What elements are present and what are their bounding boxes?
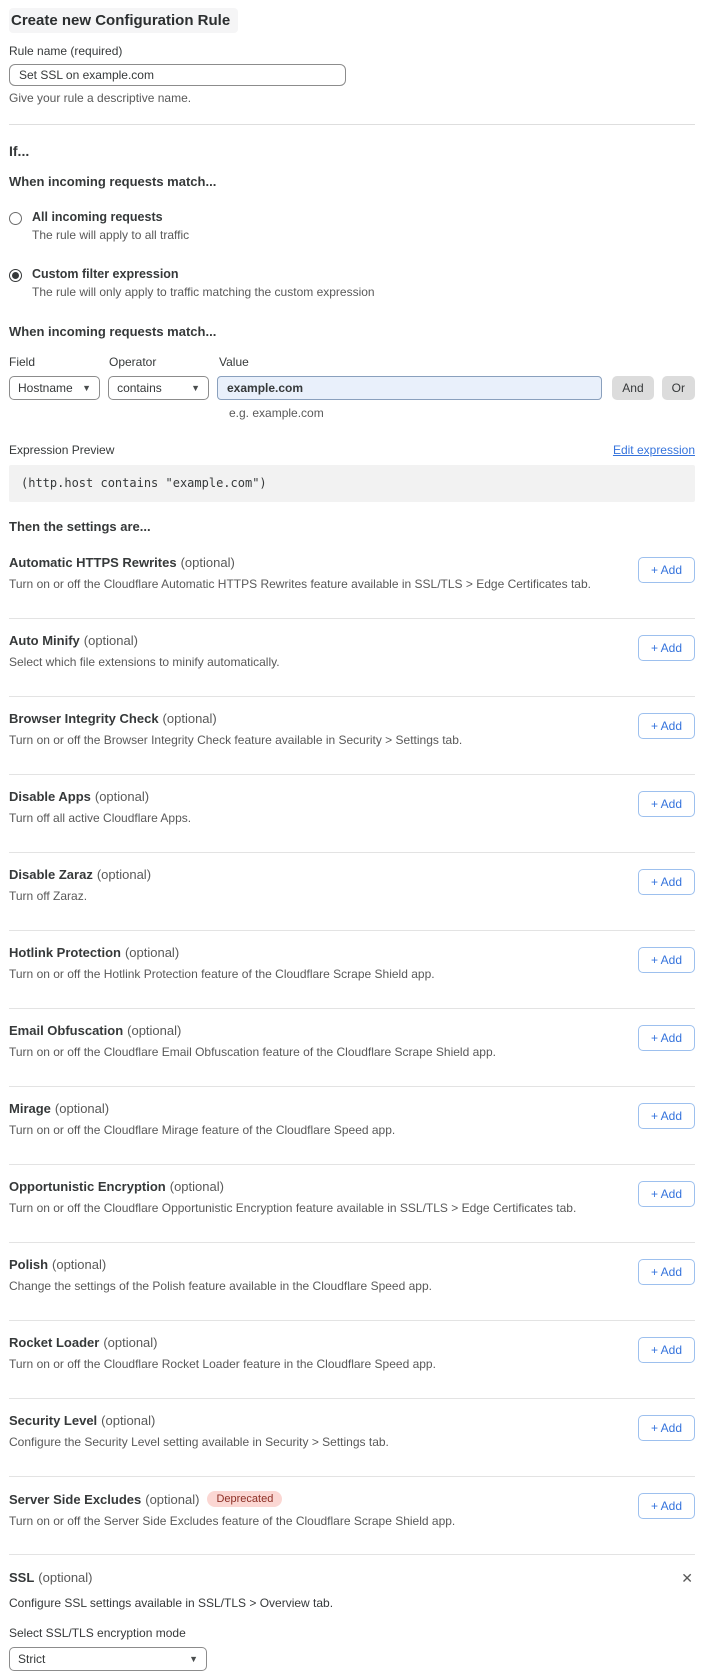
setting-title: Auto Minify (9, 633, 80, 648)
optional-label: (optional) (103, 1335, 158, 1350)
add-button[interactable]: + Add (638, 869, 695, 895)
radio-selected-icon[interactable] (9, 269, 22, 282)
or-button[interactable]: Or (662, 376, 695, 400)
optional-label: (optional) (145, 1491, 200, 1507)
add-button[interactable]: + Add (638, 635, 695, 661)
and-button[interactable]: And (612, 376, 653, 400)
setting-row-automatic-https-rewrites (9, 541, 695, 619)
setting-title: Browser Integrity Check (9, 711, 159, 726)
setting-desc: Select which file extensions to minify automatically. (9, 655, 280, 669)
setting-title: Opportunistic Encryption (9, 1179, 166, 1194)
setting-title: Hotlink Protection (9, 945, 121, 960)
add-button[interactable]: + Add (638, 1415, 695, 1441)
add-button[interactable]: + Add (638, 1025, 695, 1051)
setting-row-disable-apps (9, 775, 695, 853)
add-button[interactable]: + Add (638, 1337, 695, 1363)
add-button[interactable]: + Add (638, 557, 695, 583)
setting-row-hotlink-protection (9, 931, 695, 1009)
divider (9, 124, 695, 125)
setting-title: Server Side Excludes (9, 1491, 142, 1507)
deprecated-badge: Deprecated (207, 1491, 282, 1507)
radio-all-incoming-requests[interactable] (9, 210, 695, 242)
setting-row-auto-minify (9, 619, 695, 697)
optional-label: (optional) (83, 633, 138, 648)
chevron-down-icon: ▼ (82, 383, 92, 393)
radio-desc: The rule will apply to all traffic (32, 228, 190, 242)
setting-desc: Turn on or off the Cloudflare Email Obfuscation feature of the Cloudflare Scrape Shield app. (9, 1045, 496, 1059)
setting-row-server-side-excludes (9, 1477, 695, 1555)
match-heading: When incoming requests match... (9, 174, 217, 189)
expression-preview-code: (http.host contains "example.com") (9, 465, 695, 502)
rule-name-label: Rule name (required) (9, 44, 123, 58)
operator-select[interactable] (108, 376, 209, 400)
setting-title: Disable Zaraz (9, 867, 93, 882)
optional-label: (optional) (180, 555, 235, 570)
setting-row-mirage (9, 1087, 695, 1165)
add-button[interactable]: + Add (638, 713, 695, 739)
settings-list (9, 541, 695, 1555)
setting-desc: Turn on or off the Browser Integrity Check feature available in Security > Settings tab. (9, 733, 463, 747)
setting-row-security-level (9, 1399, 695, 1477)
value-input[interactable] (217, 376, 602, 400)
field-select-value: Hostname (18, 381, 73, 395)
then-heading: Then the settings are... (9, 519, 151, 534)
optional-label: (optional) (96, 867, 152, 882)
optional-label: (optional) (162, 711, 217, 726)
rule-name-helper: Give your rule a descriptive name. (9, 91, 192, 105)
radio-unselected-icon[interactable] (9, 212, 22, 225)
chevron-down-icon: ▼ (191, 383, 200, 393)
if-heading: If... (9, 143, 30, 159)
expression-preview-label: Expression Preview (9, 443, 115, 457)
ssl-setting-card (9, 1570, 695, 1671)
value-helper: e.g. example.com (229, 406, 324, 420)
field-select[interactable] (9, 376, 100, 400)
setting-title: Automatic HTTPS Rewrites (9, 555, 177, 570)
setting-desc: Turn on or off the Hotlink Protection feature of the Cloudflare Scrape Shield app. (9, 967, 435, 981)
optional-label: (optional) (127, 1023, 182, 1038)
add-button[interactable]: + Add (638, 947, 695, 973)
add-button[interactable]: + Add (638, 1493, 695, 1519)
add-button[interactable]: + Add (638, 1181, 695, 1207)
ssl-mode-label: Select SSL/TLS encryption mode (9, 1626, 186, 1640)
setting-title: Mirage (9, 1101, 51, 1116)
optional-label: (optional) (124, 945, 180, 960)
close-icon[interactable]: ✕ (681, 1570, 693, 1586)
optional-label: (optional) (52, 1257, 107, 1272)
operator-label: Operator (109, 355, 157, 369)
ssl-title: SSL (9, 1570, 35, 1585)
setting-title: Security Level (9, 1413, 98, 1428)
setting-title: Email Obfuscation (9, 1023, 124, 1038)
field-label: Field (9, 355, 36, 369)
setting-desc: Turn on or off the Cloudflare Mirage feature of the Cloudflare Speed app. (9, 1123, 396, 1137)
setting-title: Polish (9, 1257, 49, 1272)
rule-name-input[interactable] (9, 64, 346, 86)
setting-title: Disable Apps (9, 789, 91, 804)
operator-select-value: contains (117, 381, 162, 395)
ssl-mode-select[interactable] (9, 1647, 207, 1671)
radio-custom-filter-expression[interactable] (9, 267, 695, 299)
optional-label: (optional) (94, 789, 150, 804)
ssl-mode-select-value: Strict (18, 1652, 46, 1666)
optional-label: (optional) (101, 1413, 156, 1428)
setting-desc: Turn off Zaraz. (9, 889, 88, 903)
optional-label: (optional) (38, 1570, 93, 1585)
edit-expression-link[interactable]: Edit expression (612, 443, 695, 457)
setting-desc: Turn on or off the Cloudflare Opportunistic Encryption feature available in SSL/TLS > Edge Certificates tab. (9, 1201, 577, 1215)
optional-label: (optional) (54, 1101, 110, 1116)
setting-desc: Turn on or off the Cloudflare Rocket Loader feature in the Cloudflare Speed app. (9, 1357, 436, 1371)
builder-heading: When incoming requests match... (9, 324, 217, 339)
setting-desc: Turn off all active Cloudflare Apps. (9, 811, 192, 825)
chevron-down-icon: ▼ (189, 1654, 198, 1664)
optional-label: (optional) (169, 1179, 224, 1194)
setting-row-browser-integrity-check (9, 697, 695, 775)
setting-desc: Configure the Security Level setting available in Security > Settings tab. (9, 1435, 389, 1449)
setting-desc: Turn on or off the Server Side Excludes feature of the Cloudflare Scrape Shield app. (9, 1514, 456, 1528)
setting-row-opportunistic-encryption (9, 1165, 695, 1243)
ssl-desc: Configure SSL settings available in SSL/TLS > Overview tab. (9, 1596, 334, 1610)
expression-builder (9, 324, 695, 502)
setting-row-polish (9, 1243, 695, 1321)
add-button[interactable]: + Add (638, 1103, 695, 1129)
radio-desc: The rule will only apply to traffic matching the custom expression (32, 285, 375, 299)
setting-desc: Turn on or off the Cloudflare Automatic HTTPS Rewrites feature available in SSL/TLS > Edge Certificates tab. (9, 577, 591, 591)
setting-row-email-obfuscation (9, 1009, 695, 1087)
add-button[interactable]: + Add (638, 1259, 695, 1285)
setting-row-disable-zaraz (9, 853, 695, 931)
radio-label: Custom filter expression (32, 267, 179, 281)
request-match-radio-group (9, 210, 695, 299)
add-button[interactable]: + Add (638, 791, 695, 817)
page-title: Create new Configuration Rule (9, 8, 238, 33)
setting-desc: Change the settings of the Polish feature available in the Cloudflare Speed app. (9, 1279, 432, 1293)
value-label: Value (219, 355, 249, 369)
setting-row-rocket-loader (9, 1321, 695, 1399)
setting-title: Rocket Loader (9, 1335, 100, 1350)
radio-label: All incoming requests (32, 210, 163, 224)
